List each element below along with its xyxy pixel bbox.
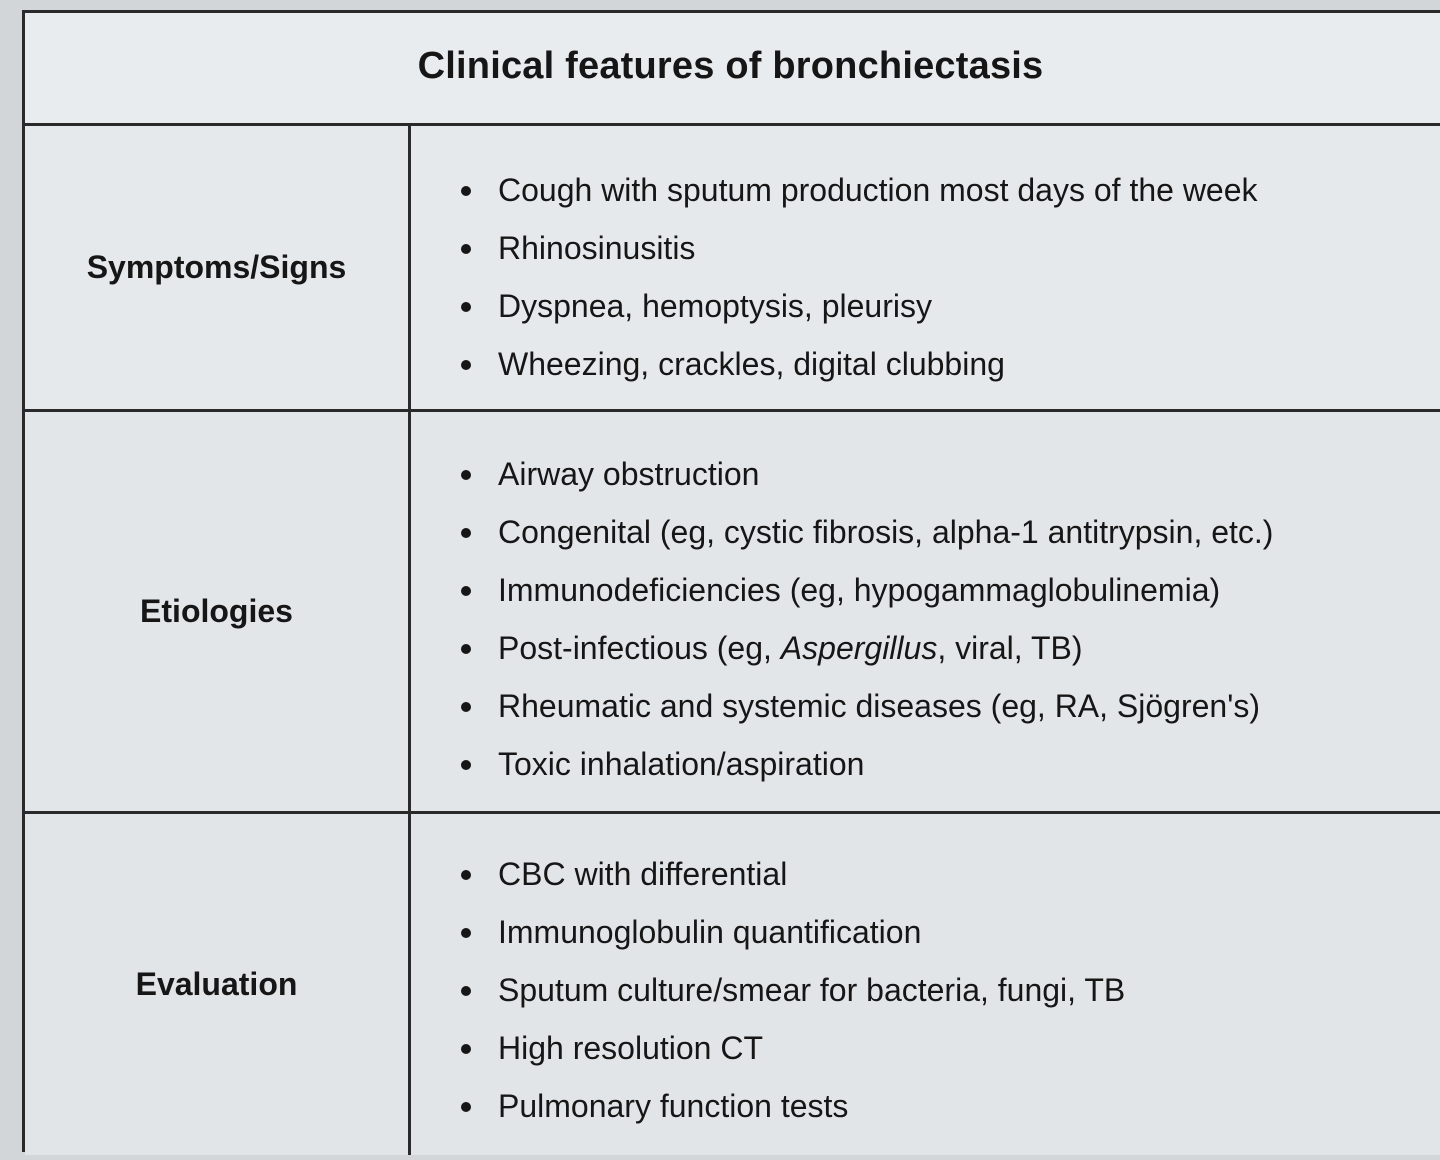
clinical-features-table [22,10,1440,1152]
bullet-icon [461,360,471,370]
list-item [411,1077,1440,1135]
organism-name-italic: Aspergillus [780,630,938,666]
list-item [411,161,1440,219]
list-item-text: Wheezing, crackles, digital clubbing [498,346,1005,382]
etiologies-row [25,412,1440,814]
list-item-text: Airway obstruction [498,456,760,492]
bullet-icon [461,986,471,996]
list-item-text: Dyspnea, hemoptysis, pleurisy [498,288,932,324]
list-item [411,561,1440,619]
list-item [411,503,1440,561]
bullet-icon [461,302,471,312]
bullet-icon [461,470,471,480]
list-item [411,335,1440,393]
list-item [411,961,1440,1019]
row-label-cell [25,412,411,811]
list-item-text: Immunoglobulin quantification [498,914,922,950]
list-item-text [498,630,1083,666]
bullet-icon [461,1044,471,1054]
etiologies-list [411,445,1440,793]
list-item [411,445,1440,503]
etiologies-label: Etiologies [140,593,293,629]
bullet-icon [461,760,471,770]
list-item-text: Immunodeficiencies (eg, hypogammaglobulinemia) [498,572,1221,608]
list-item-text: Congenital (eg, cystic fibrosis, alpha-1 antitrypsin, etc.) [498,514,1274,550]
bullet-icon [461,244,471,254]
bullet-icon [461,528,471,538]
list-item [411,735,1440,793]
bullet-icon [461,870,471,880]
list-item-text: Cough with sputum production most days of the week [498,172,1258,208]
evaluation-row [25,814,1440,1155]
list-item [411,277,1440,335]
bullet-icon [461,928,471,938]
list-item [411,677,1440,735]
bullet-icon [461,644,471,654]
list-item-text: High resolution CT [498,1030,763,1066]
bullet-icon [461,586,471,596]
symptoms-signs-list [411,161,1440,393]
list-item-text-suffix: , viral, TB) [937,630,1083,666]
list-item [411,903,1440,961]
list-item-text: Pulmonary function tests [498,1088,849,1124]
list-item [411,845,1440,903]
evaluation-label: Evaluation [135,966,298,1002]
list-item-text: Rhinosinusitis [498,230,696,266]
list-item [411,219,1440,277]
list-item [411,619,1440,677]
row-label-cell [25,126,411,409]
evaluation-list-cell [411,814,1440,1155]
bullet-icon [461,702,471,712]
bullet-icon [461,186,471,196]
list-item [411,1019,1440,1077]
bullet-icon [461,1102,471,1112]
list-item-text: Toxic inhalation/aspiration [498,746,865,782]
list-item-text: Rheumatic and systemic diseases (eg, RA, Sjögren's) [498,688,1260,724]
evaluation-list [411,845,1440,1135]
row-label-cell [25,814,411,1155]
list-item-text: CBC with differential [498,856,788,892]
etiologies-list-cell [411,412,1440,811]
table-title-row [25,13,1440,126]
table-title: Clinical features of bronchiectasis [417,44,1044,87]
list-item-text-prefix: Post-infectious (eg, [498,630,781,666]
symptoms-signs-list-cell [411,126,1440,409]
list-item-text: Sputum culture/smear for bacteria, fungi, TB [498,972,1126,1008]
symptoms-signs-row [25,126,1440,412]
symptoms-signs-label: Symptoms/Signs [86,249,347,285]
